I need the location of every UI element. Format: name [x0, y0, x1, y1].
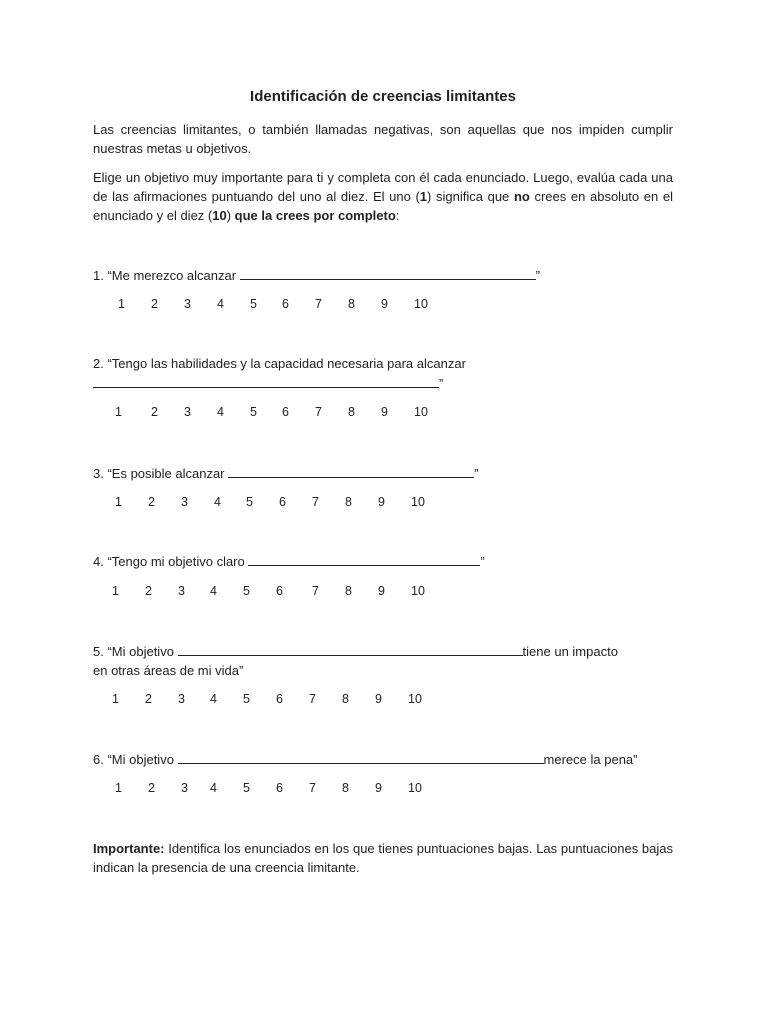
statement-2-close: ” — [439, 376, 444, 391]
rating-3-8[interactable]: 8 — [345, 495, 352, 509]
statement-5-text: 5. “Mi objetivo — [93, 644, 178, 659]
statement-1-blank[interactable] — [240, 265, 536, 280]
rating-6-6[interactable]: 6 — [276, 781, 283, 795]
rating-5-3[interactable]: 3 — [178, 692, 185, 706]
statement-4 — [93, 551, 673, 571]
rating-scale-3 — [93, 495, 493, 511]
rating-1-1[interactable]: 1 — [118, 297, 125, 311]
rating-4-8[interactable]: 8 — [345, 584, 352, 598]
intro-text-b: ) significa que — [427, 189, 514, 204]
statement-5 — [93, 641, 673, 680]
rating-3-2[interactable]: 2 — [148, 495, 155, 509]
rating-3-4[interactable]: 4 — [214, 495, 221, 509]
rating-5-8[interactable]: 8 — [342, 692, 349, 706]
rating-1-4[interactable]: 4 — [217, 297, 224, 311]
intro-text-e: : — [395, 208, 400, 223]
intro-bold-phrase: que la crees por completo — [234, 208, 396, 223]
rating-3-10[interactable]: 10 — [411, 495, 425, 509]
statement-1-close: ” — [535, 268, 541, 283]
rating-4-6[interactable]: 6 — [276, 584, 283, 598]
rating-4-5[interactable]: 5 — [243, 584, 250, 598]
rating-2-4[interactable]: 4 — [217, 405, 224, 419]
statement-2-text: 2. “Tengo las habilidades y la capacidad necesaria para alcanzar — [93, 356, 466, 371]
intro-bold-ten: 10 — [212, 208, 227, 223]
rating-2-10[interactable]: 10 — [414, 405, 428, 419]
rating-4-7[interactable]: 7 — [312, 584, 319, 598]
statement-3 — [93, 463, 673, 483]
intro-paragraph-1: Las creencias limitantes, o también llamadas negativas, son aquellas que nos impiden cumplir nuestras metas u objetivos. — [93, 122, 673, 156]
important-note — [93, 839, 673, 877]
rating-4-10[interactable]: 10 — [411, 584, 425, 598]
rating-3-7[interactable]: 7 — [312, 495, 319, 509]
rating-2-3[interactable]: 3 — [184, 405, 191, 419]
rating-1-3[interactable]: 3 — [184, 297, 191, 311]
rating-scale-5 — [93, 692, 493, 708]
rating-3-6[interactable]: 6 — [279, 495, 286, 509]
rating-scale-2 — [93, 405, 493, 421]
rating-5-1[interactable]: 1 — [112, 692, 119, 706]
rating-scale-4 — [93, 584, 493, 600]
rating-6-10[interactable]: 10 — [408, 781, 422, 795]
rating-4-1[interactable]: 1 — [112, 584, 119, 598]
rating-1-6[interactable]: 6 — [282, 297, 289, 311]
rating-5-4[interactable]: 4 — [210, 692, 217, 706]
intro-text-c: crees en absoluto en el enunciado y el diez ( — [93, 189, 673, 223]
rating-6-3[interactable]: 3 — [181, 781, 188, 795]
rating-1-7[interactable]: 7 — [315, 297, 322, 311]
rating-1-9[interactable]: 9 — [381, 297, 388, 311]
rating-3-3[interactable]: 3 — [181, 495, 188, 509]
rating-2-2[interactable]: 2 — [151, 405, 158, 419]
rating-4-4[interactable]: 4 — [210, 584, 217, 598]
important-label: Importante: — [93, 841, 165, 856]
rating-5-2[interactable]: 2 — [145, 692, 152, 706]
statement-4-close: ” — [480, 554, 485, 569]
rating-5-9[interactable]: 9 — [375, 692, 382, 706]
rating-2-8[interactable]: 8 — [348, 405, 355, 419]
rating-6-9[interactable]: 9 — [375, 781, 382, 795]
rating-2-1[interactable]: 1 — [115, 405, 122, 419]
rating-scale-6 — [93, 781, 493, 797]
intro-bold-no: no — [513, 189, 530, 204]
statement-2 — [93, 354, 673, 393]
rating-1-2[interactable]: 2 — [151, 297, 158, 311]
rating-3-9[interactable]: 9 — [378, 495, 385, 509]
rating-6-8[interactable]: 8 — [342, 781, 349, 795]
rating-6-7[interactable]: 7 — [309, 781, 316, 795]
rating-2-5[interactable]: 5 — [250, 405, 257, 419]
statement-6 — [93, 749, 673, 769]
rating-1-10[interactable]: 10 — [414, 297, 428, 311]
rating-4-9[interactable]: 9 — [378, 584, 385, 598]
rating-1-5[interactable]: 5 — [250, 297, 257, 311]
rating-6-4[interactable]: 4 — [210, 781, 217, 795]
statement-6-close: merece la pena” — [543, 752, 638, 767]
rating-4-3[interactable]: 3 — [178, 584, 185, 598]
statement-3-blank[interactable] — [228, 463, 474, 478]
rating-scale-1 — [93, 297, 493, 313]
rating-3-1[interactable]: 1 — [115, 495, 122, 509]
statement-6-blank[interactable] — [178, 749, 544, 764]
statement-1 — [93, 265, 673, 285]
rating-6-5[interactable]: 5 — [243, 781, 250, 795]
rating-2-9[interactable]: 9 — [381, 405, 388, 419]
statement-4-text: 4. “Tengo mi objetivo claro — [93, 554, 249, 569]
statement-5-blank[interactable] — [178, 641, 523, 656]
statement-4-blank[interactable] — [248, 551, 480, 566]
intro-bold-one: 1 — [419, 189, 428, 204]
rating-5-5[interactable]: 5 — [243, 692, 250, 706]
rating-6-1[interactable]: 1 — [115, 781, 122, 795]
document-page — [93, 0, 673, 1024]
important-text: Identifica los enunciados en los que tienes puntuaciones bajas. Las puntuaciones bajas indican la presencia de una creencia limitante. — [93, 841, 673, 875]
intro-text-a: Elige un objetivo muy importante para ti y completa con él cada enunciado. Luego, evalúa cada una de las afirmaciones puntuando del uno al diez. El uno ( — [93, 170, 673, 204]
statement-5-line2: en otras áreas de mi vida” — [93, 663, 244, 678]
statement-2-blank[interactable] — [93, 373, 439, 388]
rating-5-10[interactable]: 10 — [408, 692, 422, 706]
rating-4-2[interactable]: 2 — [145, 584, 152, 598]
intro-text-d: ) — [226, 208, 235, 223]
rating-1-8[interactable]: 8 — [348, 297, 355, 311]
statement-1-text: 1. “Me merezco alcanzar — [93, 268, 240, 283]
rating-6-2[interactable]: 2 — [148, 781, 155, 795]
rating-5-7[interactable]: 7 — [309, 692, 316, 706]
page-title: Identificación de creencias limitantes — [250, 88, 516, 105]
rating-2-7[interactable]: 7 — [315, 405, 322, 419]
rating-5-6[interactable]: 6 — [276, 692, 283, 706]
intro-paragraph-2 — [93, 168, 673, 225]
rating-3-5[interactable]: 5 — [246, 495, 253, 509]
statement-3-text: 3. “Es posible alcanzar — [93, 466, 229, 481]
rating-2-6[interactable]: 6 — [282, 405, 289, 419]
statement-5-continuation: tiene un impacto — [522, 644, 618, 659]
statement-3-close: ” — [474, 466, 479, 481]
statement-6-text: 6. “Mi objetivo — [93, 752, 178, 767]
